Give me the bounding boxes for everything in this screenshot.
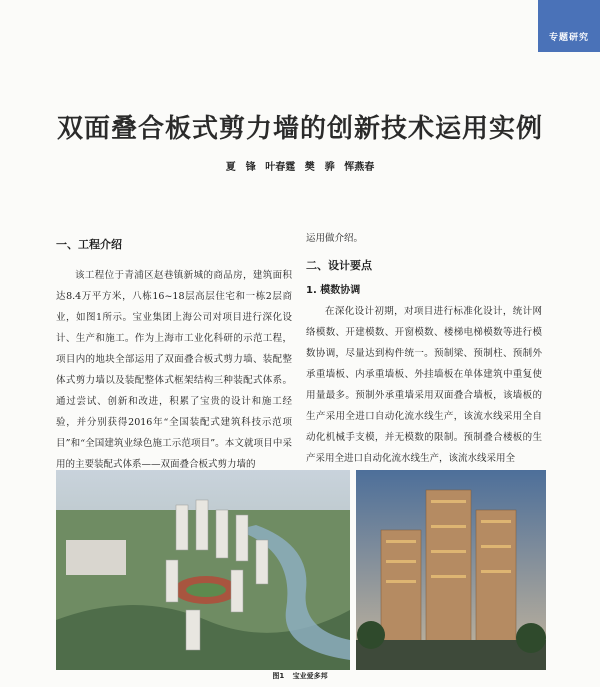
figure-number: 图1: [272, 672, 285, 680]
author: 恽燕春: [344, 162, 375, 173]
figure-caption: [0, 671, 600, 681]
section-tab: [538, 0, 600, 52]
design-heading: 二、设计要点: [306, 259, 372, 272]
section-tab-label: 专题研究: [548, 33, 589, 43]
street-rendering-image: [356, 470, 546, 670]
figure-caption-text: 宝业爱多邦: [292, 672, 328, 680]
author: 叶春霆: [265, 162, 296, 173]
right-column: [306, 228, 542, 469]
intro-heading: 一、工程介绍: [56, 238, 122, 251]
page-title: 双面叠合板式剪力墙的创新技术运用实例: [56, 114, 543, 144]
intro-paragraph: 该工程位于青浦区赵巷镇新城的商品房，建筑面积达8.4万平方米，八栋16~18层高层住宅和一栋2层商业，如图1所示。宝业集团上海公司对项目进行深化设计、生产和施工。作为上海市工业化科研的示范工程，项目内的地块全部运用了双面叠合板式剪力墙、装配整体式剪力墙以及装配整体式框架结构三种装配式体系。通过尝试、创新和改进，积累了宝贵的设计和施工经验，并分别获得2016年“全国装配式建筑科技示范项目”和“全国建筑业绿色施工示范项目”。本文就项目中采用的主要装配式体系——双面叠合板式剪力墙的: [56, 270, 292, 470]
author: 樊 骅: [304, 162, 335, 173]
author: 夏 锋: [225, 162, 256, 173]
design-subheading: 1. 模数协调: [306, 285, 361, 296]
left-column: [56, 232, 292, 475]
intro-continuation: 运用做介绍。: [306, 233, 364, 244]
design-paragraph: 在深化设计初期，对项目进行标准化设计，统计网络模数、开建模数、开窗模数、楼梯电梯模数等进行模数协调，尽量达到构件统一。预制梁、预制柱、预制外承重墙板、内承重墙板、外挂墙板在单体建筑中重复使用量最多。预制外承重墙采用双面叠合墙板，该墙板的生产采用全进口自动化流水线生产，该流水线采用全自动化机械手支模，并无模数的限制。预制叠合楼板的生产采用全进口自动化流水线生产，该流水线采用全: [306, 306, 542, 464]
aerial-rendering-image: [56, 470, 350, 670]
author-list: [0, 158, 600, 173]
